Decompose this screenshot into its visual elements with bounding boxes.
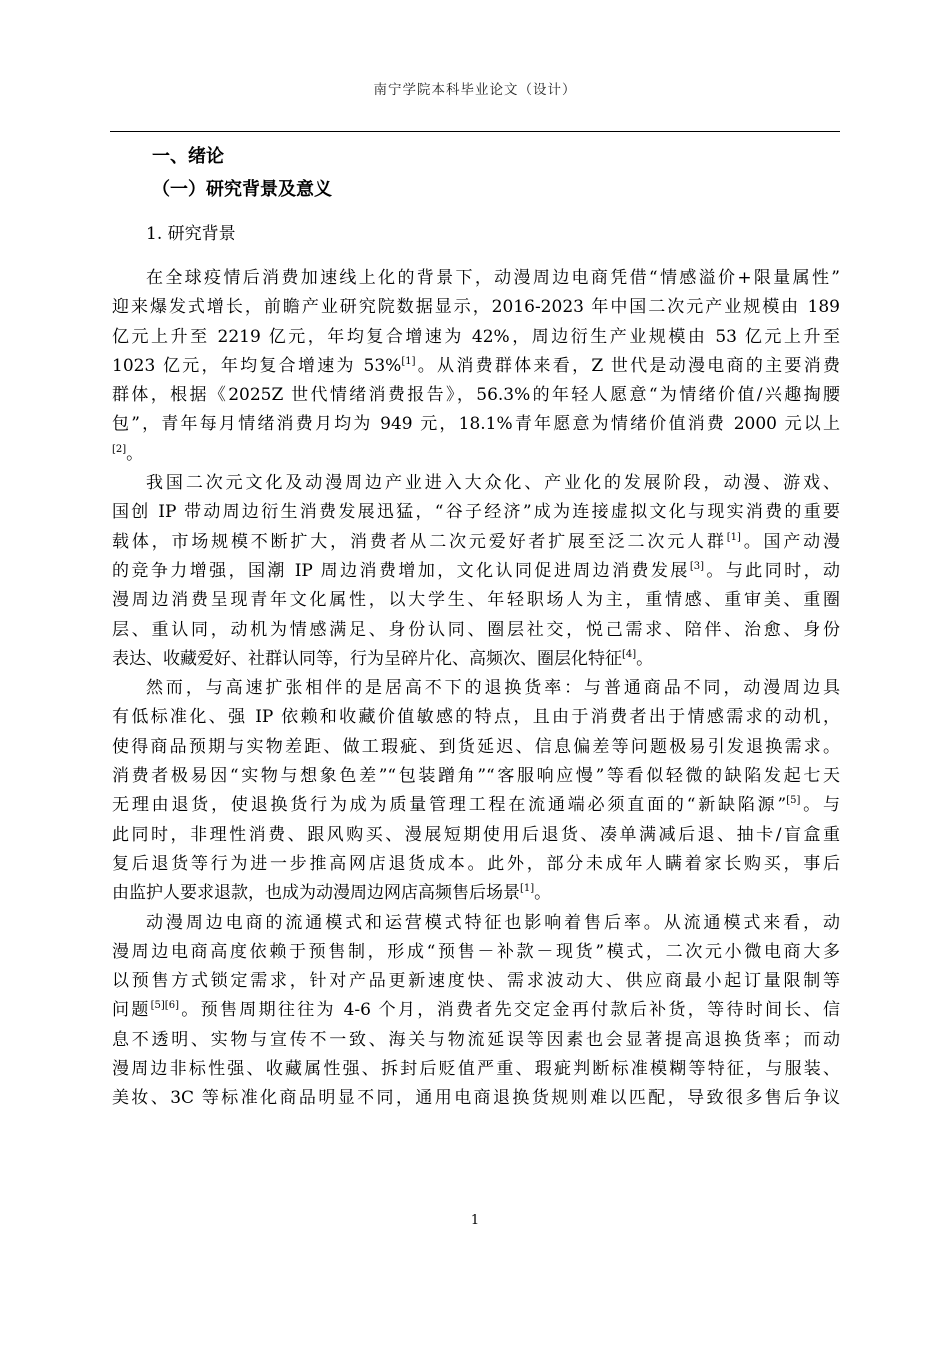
text-line: 漫周边消费呈现青年文化属性，以大学生、年轻职场人为主，重情感、重审美、重圈 — [112, 590, 840, 611]
text-line — [112, 879, 840, 908]
citation: [5][6] — [150, 1000, 179, 1012]
chapter-heading: 一、绪论 — [152, 146, 224, 167]
text-segment: 。与 — [800, 795, 840, 816]
text-line: 迎来爆发式增长，前瞻产业研究院数据显示，2016-2023 年中国二次元产业规模由 189 — [112, 297, 840, 318]
body-text — [112, 264, 840, 1114]
page-header: 南宁学院本科毕业论文（设计） — [373, 82, 577, 98]
text-line: 然而，与高速扩张相伴的是居高不下的退换货率：与普通商品不同，动漫周边具 — [146, 678, 840, 699]
text-segment: 无理由退货，使退换货行为成为质量管理工程在流通端必须直面的“新缺陷源” — [112, 795, 787, 816]
citation: [5] — [786, 795, 801, 807]
text-line: 群体，根据《2025Z 世代情绪消费报告》，56.3%的年轻人愿意“为情绪价值/兴趣掏腰 — [112, 385, 840, 406]
text-line: 动漫周边电商的流通模式和运营模式特征也影响着售后率。从流通模式来看，动 — [146, 912, 840, 933]
text-line: 我国二次元文化及动漫周边产业进入大众化、产业化的发展阶段，动漫、游戏、 — [146, 473, 840, 494]
citation: [3] — [689, 560, 704, 572]
text-segment: 。从消费群体来看，Z 世代是动漫电商的主要消费 — [415, 355, 841, 376]
text-line — [112, 645, 840, 674]
text-segment: 由监护人要求退款，也成为动漫周边网店高频售后场景 — [112, 883, 520, 904]
text-line: 漫周边非标性强、收藏属性强、拆封后贬值严重、瑕疵判断标准模糊等特征，与服装、 — [112, 1059, 840, 1080]
header-rule — [110, 131, 840, 132]
text-line: 息不透明、实物与宣传不一致、海关与物流延误等因素也会显著提高退换货率；而动 — [112, 1029, 840, 1050]
text-segment: 。国产动漫 — [740, 531, 841, 552]
paragraph-1 — [112, 264, 840, 469]
text-segment: 问题 — [112, 1000, 151, 1021]
text-line: 消费者极易因“实物与想象色差”“包装蹭角”“客服响应慢”等看似轻微的缺陷发起七天 — [112, 766, 840, 787]
citation: [1] — [401, 355, 416, 367]
text-segment: 。 — [534, 883, 552, 904]
text-line: 有低标准化、强 IP 依赖和收藏价值敏感的特点，且由于消费者出于情感需求的动机， — [112, 707, 840, 728]
citation: [4] — [622, 648, 637, 660]
text-line — [112, 352, 840, 381]
page-number: 1 — [470, 1213, 480, 1228]
text-line — [112, 996, 840, 1025]
text-line — [112, 557, 840, 586]
paragraph-4 — [112, 909, 840, 1114]
text-segment: 。 — [126, 443, 144, 464]
text-line: 在全球疫情后消费加速线上化的背景下，动漫周边电商凭借“情感溢价+限量属性” — [146, 268, 840, 288]
subsection-heading: 1. 研究背景 — [146, 224, 236, 244]
text-line — [112, 791, 840, 820]
text-line: 层、重认同，动机为情感满足、身份认同、圈层社交，悦己需求、陪伴、治愈、身份 — [112, 619, 840, 640]
text-segment: 载体，市场规模不断扩大，消费者从二次元爱好者扩展至泛二次元人群 — [112, 531, 727, 552]
text-line: 亿元上升至 2219 亿元，年均复合增速为 42%，周边衍生产业规模由 53 亿元上升至 — [112, 326, 840, 347]
section-heading: （一）研究背景及意义 — [152, 179, 332, 200]
text-line: 使得商品预期与实物差距、做工瑕疵、到货延迟、信息偏差等问题极易引发退换需求。 — [112, 736, 840, 757]
text-line: 包”，青年每月情绪消费月均为 949 元，18.1%青年愿意为情绪价值消费 2000 元以上 — [112, 414, 840, 435]
citation: [1] — [520, 883, 535, 895]
text-segment: 。预售周期往往为 4-6 个月，消费者先交定金再付款后补货，等待时间长、信 — [178, 1000, 840, 1021]
text-segment: 1023 亿元，年均复合增速为 53% — [112, 355, 402, 376]
citation: [1] — [726, 531, 741, 543]
text-line — [112, 440, 840, 469]
text-segment: 表达、收藏爱好、社群认同等，行为呈碎片化、高频次、圈层化特征 — [112, 648, 622, 669]
text-line: 此同时，非理性消费、跟风购买、漫展短期使用后退货、凑单满减后退、抽卡/盲盒重 — [112, 824, 840, 845]
text-line — [112, 528, 840, 557]
text-line: 复后退货等行为进一步推高网店退货成本。此外，部分未成年人瞒着家长购买，事后 — [112, 853, 840, 874]
paragraph-2 — [112, 469, 840, 674]
citation: [2] — [112, 443, 127, 455]
text-segment: 。 — [636, 648, 654, 669]
text-segment: 。与此同时，动 — [704, 560, 841, 581]
text-line: 国创 IP 带动周边衍生消费发展迅猛，“谷子经济”成为连接虚拟文化与现实消费的重要 — [112, 502, 840, 523]
text-segment: 的竞争力增强，国潮 IP 周边消费增加，文化认同促进周边消费发展 — [112, 560, 690, 581]
paragraph-3 — [112, 674, 840, 908]
text-line: 以预售方式锁定需求，针对产品更新速度快、需求波动大、供应商最小起订量限制等 — [112, 971, 840, 992]
text-line: 美妆、3C 等标准化商品明显不同，通用电商退换货规则难以匹配，导致很多售后争议 — [112, 1088, 840, 1109]
text-line: 漫周边电商高度依赖于预售制，形成“预售－补款－现货”模式，二次元小微电商大多 — [112, 941, 840, 962]
